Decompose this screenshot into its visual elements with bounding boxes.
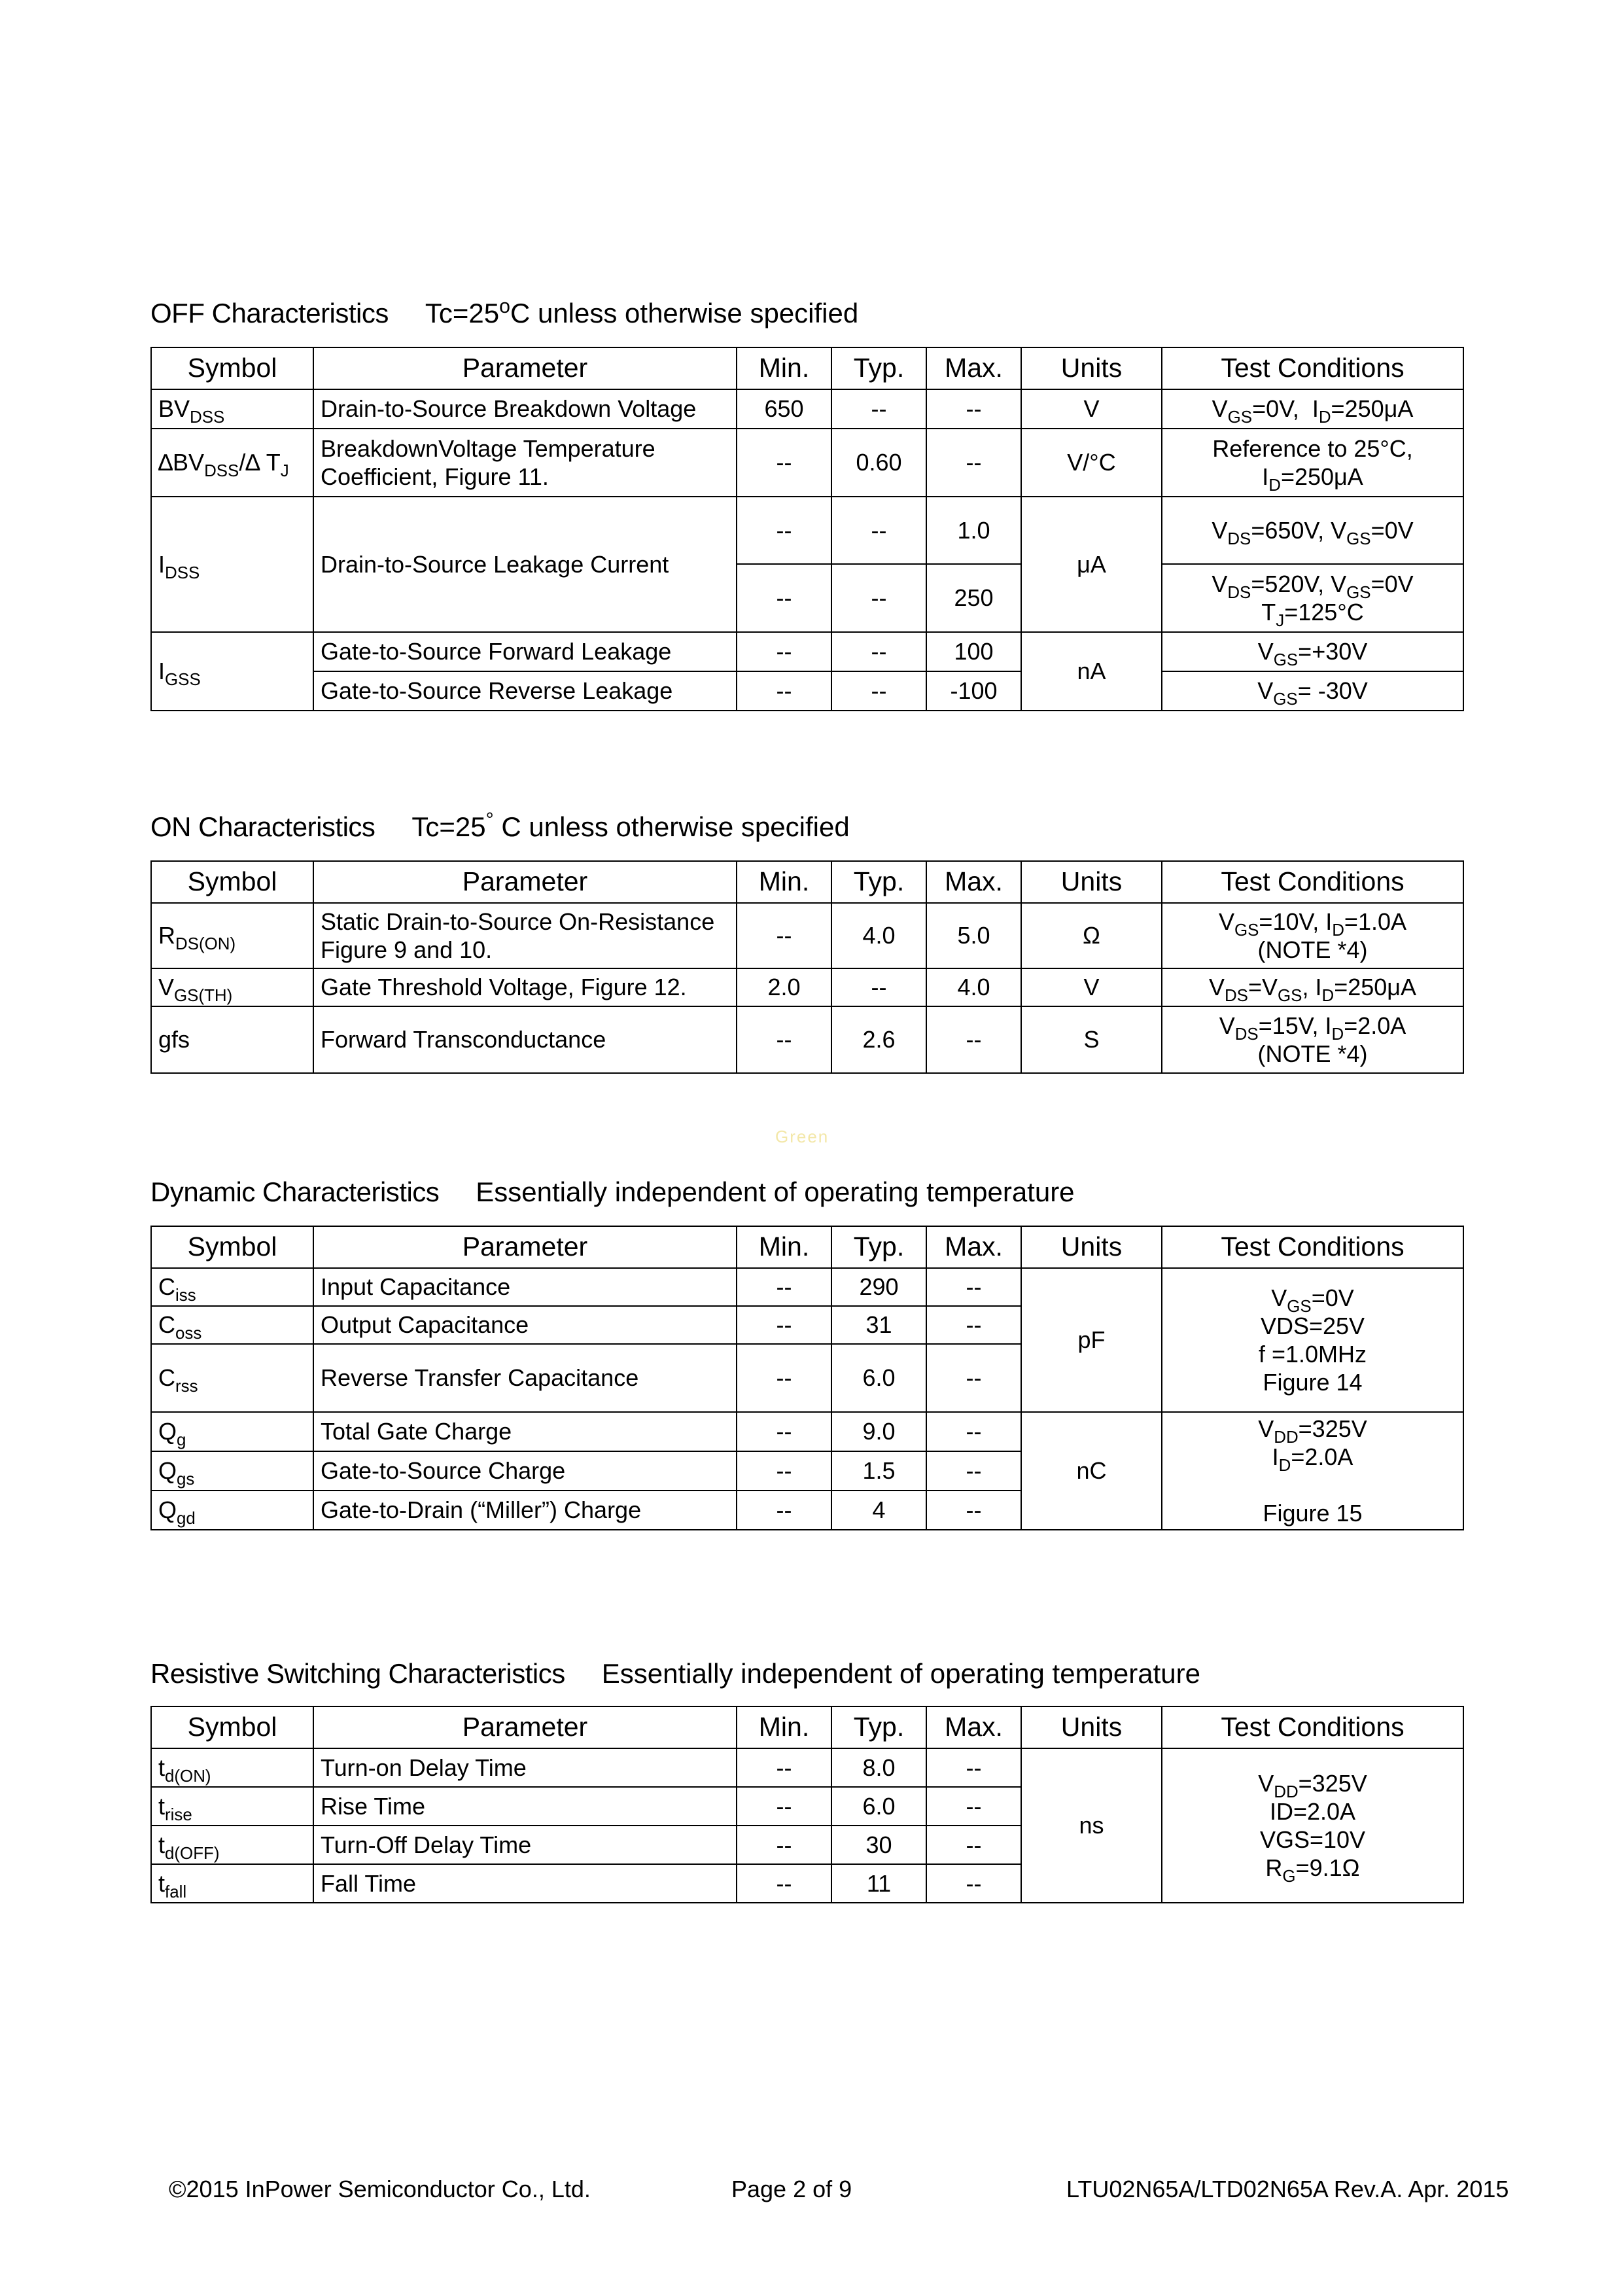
- table-cell: S: [1021, 1006, 1162, 1073]
- table-cell: -100: [926, 671, 1021, 711]
- table-cell: Typ.: [831, 861, 926, 903]
- table-cell: ns: [1021, 1748, 1162, 1903]
- table-row: [151, 1412, 1463, 1451]
- table-cell: --: [926, 1864, 1021, 1903]
- table-cell: --: [737, 1451, 831, 1491]
- table-cell: --: [737, 429, 831, 497]
- on-section-title: ON Characteristics Tc=25° C unless otherwise specified: [150, 809, 850, 842]
- table-cell: --: [737, 1006, 831, 1073]
- table-cell: --: [926, 1826, 1021, 1864]
- table-cell: Gate-to-Drain (“Miller”) Charge: [313, 1491, 737, 1530]
- table-row: [151, 968, 1463, 1006]
- table-cell: $V_{DD}=325V$ ID=2.0A VGS=10V $R_G=9.1\Omega$: [1162, 1748, 1463, 1903]
- table-cell: 11: [831, 1864, 926, 1903]
- table-cell: --: [737, 671, 831, 711]
- table-cell: --: [737, 1826, 831, 1864]
- footer-page-number: Page 2 of 9: [731, 2176, 852, 2202]
- table-cell: 4.0: [831, 903, 926, 968]
- table-cell: --: [737, 1787, 831, 1826]
- table-cell: Fall Time: [313, 1864, 737, 1903]
- table-cell: 290: [831, 1268, 926, 1306]
- table-cell: --: [831, 497, 926, 564]
- on-characteristics-table: [150, 860, 1464, 1074]
- table-cell: $V_{GS}=10V$, $I_D=1.0A$ (NOTE *4): [1162, 903, 1463, 968]
- faint-watermark-text: Green: [775, 1127, 829, 1146]
- table-cell: $BV_{DSS}$: [151, 389, 313, 429]
- table-cell: Gate-to-Source Charge: [313, 1451, 737, 1491]
- table-row: [151, 1748, 1463, 1787]
- dynamic-section-title: Dynamic Characteristics Essentially independent of operating temperature: [150, 1176, 1075, 1207]
- table-cell: 2.6: [831, 1006, 926, 1073]
- table-cell: $t_{d(ON)}$: [151, 1748, 313, 1787]
- header-row: [151, 1706, 1463, 1748]
- table-cell: Turn-on Delay Time: [313, 1748, 737, 1787]
- table-cell: Symbol: [151, 1706, 313, 1748]
- table-cell: 6.0: [831, 1344, 926, 1412]
- table-cell: $t_{fall}$: [151, 1864, 313, 1903]
- table-cell: $V_{DS}=15V$, $I_D=2.0A$ (NOTE *4): [1162, 1006, 1463, 1073]
- table-cell: --: [831, 389, 926, 429]
- table-cell: --: [737, 1748, 831, 1787]
- table-cell: $V_{DS}=V_{GS}$, $I_D=250\mu A$: [1162, 968, 1463, 1006]
- table-cell: --: [737, 564, 831, 632]
- table-cell: --: [737, 1306, 831, 1344]
- table-cell: Test Conditions: [1162, 347, 1463, 389]
- table-row: [151, 497, 1463, 564]
- table-cell: 5.0: [926, 903, 1021, 968]
- table-cell: Min.: [737, 861, 831, 903]
- table-cell: Max.: [926, 347, 1021, 389]
- table-cell: $Q_g$: [151, 1412, 313, 1451]
- table-cell: $V_{DD}=325V$ $I_D=2.0A$ Figure 15: [1162, 1412, 1463, 1530]
- table-cell: --: [926, 1787, 1021, 1826]
- table-cell: 650: [737, 389, 831, 429]
- table-cell: Max.: [926, 1226, 1021, 1268]
- table-cell: --: [737, 497, 831, 564]
- table-cell: $\Delta BV_{DSS}/\Delta$ $T_J$: [151, 429, 313, 497]
- table-cell: Units: [1021, 861, 1162, 903]
- table-cell: Test Conditions: [1162, 1226, 1463, 1268]
- table-cell: --: [737, 1268, 831, 1306]
- table-cell: $I_{DSS}$: [151, 497, 313, 632]
- table-cell: V/°C: [1021, 429, 1162, 497]
- table-cell: $Q_{gs}$: [151, 1451, 313, 1491]
- table-row: [151, 671, 1463, 711]
- table-cell: $V_{GS}= -30V$: [1162, 671, 1463, 711]
- table-cell: $V_{GS}=+30V$: [1162, 632, 1463, 671]
- table-cell: $I_{GSS}$: [151, 632, 313, 711]
- table-cell: --: [926, 429, 1021, 497]
- table-cell: Parameter: [313, 861, 737, 903]
- table-cell: Test Conditions: [1162, 861, 1463, 903]
- off-characteristics-table: [150, 347, 1464, 711]
- table-cell: Reverse Transfer Capacitance: [313, 1344, 737, 1412]
- table-cell: Symbol: [151, 347, 313, 389]
- table-cell: μA: [1021, 497, 1162, 632]
- table-cell: Test Conditions: [1162, 1706, 1463, 1748]
- table-cell: --: [831, 632, 926, 671]
- table-cell: Gate-to-Source Forward Leakage: [313, 632, 737, 671]
- table-cell: Turn-Off Delay Time: [313, 1826, 737, 1864]
- table-cell: Parameter: [313, 1226, 737, 1268]
- table-cell: Typ.: [831, 1706, 926, 1748]
- table-cell: --: [926, 1412, 1021, 1451]
- table-cell: --: [831, 968, 926, 1006]
- table-cell: --: [926, 1491, 1021, 1530]
- table-cell: --: [926, 1344, 1021, 1412]
- table-cell: 6.0: [831, 1787, 926, 1826]
- table-cell: $t_{rise}$: [151, 1787, 313, 1826]
- table-cell: $C_{oss}$: [151, 1306, 313, 1344]
- table-cell: Min.: [737, 347, 831, 389]
- table-cell: $V_{GS}=0V$ VDS=25V f =1.0MHz Figure 14: [1162, 1268, 1463, 1412]
- table-cell: $V_{DS}=520V$, $V_{GS}=0V$ $T_J=125^\circ C$: [1162, 564, 1463, 632]
- table-cell: $C_{iss}$: [151, 1268, 313, 1306]
- table-row: [151, 429, 1463, 497]
- switching-characteristics-table: [150, 1706, 1464, 1903]
- table-cell: $V_{GS}=0V$, $I_D=250\mu A$: [1162, 389, 1463, 429]
- table-cell: --: [926, 1306, 1021, 1344]
- table-cell: --: [737, 1864, 831, 1903]
- table-cell: --: [926, 1006, 1021, 1073]
- table-cell: 1.0: [926, 497, 1021, 564]
- table-row: [151, 903, 1463, 968]
- table-cell: --: [737, 1412, 831, 1451]
- table-cell: Output Capacitance: [313, 1306, 737, 1344]
- table-cell: V: [1021, 389, 1162, 429]
- table-cell: Min.: [737, 1706, 831, 1748]
- table-cell: $Q_{gd}$: [151, 1491, 313, 1530]
- table-cell: $R_{DS(ON)}$: [151, 903, 313, 968]
- table-cell: Units: [1021, 347, 1162, 389]
- table-cell: nA: [1021, 632, 1162, 711]
- table-cell: --: [737, 1344, 831, 1412]
- table-cell: Input Capacitance: [313, 1268, 737, 1306]
- table-cell: Symbol: [151, 1226, 313, 1268]
- table-cell: 8.0: [831, 1748, 926, 1787]
- table-cell: Min.: [737, 1226, 831, 1268]
- table-cell: gfs: [151, 1006, 313, 1073]
- table-cell: 4.0: [926, 968, 1021, 1006]
- table-cell: Forward Transconductance: [313, 1006, 737, 1073]
- table-cell: 100: [926, 632, 1021, 671]
- table-cell: Gate-to-Source Reverse Leakage: [313, 671, 737, 711]
- table-cell: 9.0: [831, 1412, 926, 1451]
- table-cell: pF: [1021, 1268, 1162, 1412]
- table-cell: 31: [831, 1306, 926, 1344]
- off-section-title: OFF Characteristics $Tc=25^oC$ unless otherwise specified: [150, 295, 859, 328]
- table-cell: --: [926, 389, 1021, 429]
- table-cell: Rise Time: [313, 1787, 737, 1826]
- table-cell: $V_{DS}=650V$, $V_{GS}=0V$: [1162, 497, 1463, 564]
- table-cell: --: [737, 632, 831, 671]
- table-cell: 1.5: [831, 1451, 926, 1491]
- table-cell: 2.0: [737, 968, 831, 1006]
- table-cell: BreakdownVoltage Temperature Coefficient, Figure 11.: [313, 429, 737, 497]
- table-cell: --: [831, 671, 926, 711]
- table-cell: --: [737, 1491, 831, 1530]
- table-cell: --: [831, 564, 926, 632]
- table-cell: Typ.: [831, 347, 926, 389]
- table-cell: Max.: [926, 861, 1021, 903]
- table-cell: 4: [831, 1491, 926, 1530]
- table-cell: Parameter: [313, 1706, 737, 1748]
- table-cell: Drain-to-Source Breakdown Voltage: [313, 389, 737, 429]
- header-row: [151, 347, 1463, 389]
- table-cell: Drain-to-Source Leakage Current: [313, 497, 737, 632]
- footer-copyright: ©2015 InPower Semiconductor Co., Ltd.: [169, 2176, 591, 2202]
- table-cell: nC: [1021, 1412, 1162, 1530]
- table-cell: Ω: [1021, 903, 1162, 968]
- table-cell: $C_{rss}$: [151, 1344, 313, 1412]
- table-cell: Total Gate Charge: [313, 1412, 737, 1451]
- table-cell: Max.: [926, 1706, 1021, 1748]
- table-cell: Typ.: [831, 1226, 926, 1268]
- table-cell: 30: [831, 1826, 926, 1864]
- table-cell: --: [926, 1748, 1021, 1787]
- table-cell: --: [926, 1451, 1021, 1491]
- table-row: [151, 1268, 1463, 1306]
- table-cell: Static Drain-to-Source On-Resistance Figure 9 and 10.: [313, 903, 737, 968]
- table-cell: 0.60: [831, 429, 926, 497]
- table-cell: --: [737, 903, 831, 968]
- table-cell: V: [1021, 968, 1162, 1006]
- table-cell: Units: [1021, 1226, 1162, 1268]
- footer-document-id: LTU02N65A/LTD02N65A Rev.A. Apr. 2015: [1066, 2176, 1509, 2202]
- dynamic-characteristics-table: [150, 1226, 1464, 1530]
- table-cell: $V_{GS(TH)}$: [151, 968, 313, 1006]
- table-cell: Parameter: [313, 347, 737, 389]
- table-cell: Symbol: [151, 861, 313, 903]
- table-cell: Reference to 25°C, $I_D=250\mu A$: [1162, 429, 1463, 497]
- table-row: [151, 632, 1463, 671]
- table-row: [151, 389, 1463, 429]
- header-row: [151, 1226, 1463, 1268]
- table-cell: --: [926, 1268, 1021, 1306]
- table-row: [151, 1006, 1463, 1073]
- header-row: [151, 861, 1463, 903]
- table-cell: Units: [1021, 1706, 1162, 1748]
- switching-section-title: Resistive Switching Characteristics Essentially independent of operating temperature: [150, 1658, 1200, 1689]
- table-cell: $t_{d(OFF)}$: [151, 1826, 313, 1864]
- table-cell: 250: [926, 564, 1021, 632]
- table-cell: Gate Threshold Voltage, Figure 12.: [313, 968, 737, 1006]
